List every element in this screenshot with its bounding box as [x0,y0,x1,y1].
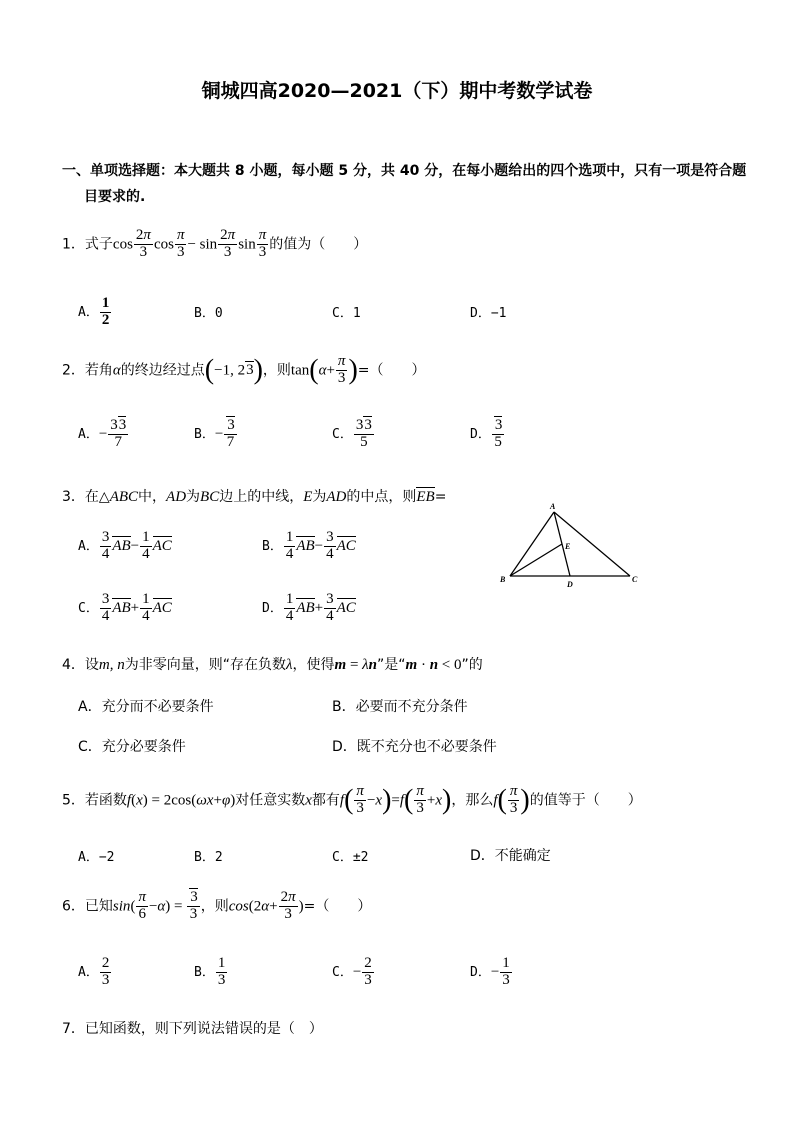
q2-option-c: C． $\frac{33}{5}$ [332,417,372,450]
q4-option-d: D．既不充分也不必要条件 [332,739,497,755]
q6-option-d: D．− $\frac{1}{3}$ [470,955,510,988]
q4-option-b: B．必要而不充分条件 [332,699,468,715]
section-heading-line1: 一、单项选择题：本大题共 8 小题，每小题 5 分，共 40 分，在每小题给出的四个选项中，只有一项是符合题 [62,163,747,179]
q5-option-a: A．−2 [78,850,115,865]
question-7: 7．已知函数，则下列说法错误的是（ ） [62,1021,323,1037]
q3-option-c: C． $\frac{3}{4}$ AB+ $\frac{1}{4}$ AC [78,591,172,624]
question-4: 4．设m, n为非零向量，则“存在负数λ，使得m = λn”是“m · n < 0”的 [62,657,483,673]
side-ab [510,512,554,576]
label-d: D [567,580,573,589]
q4-option-a: A．充分而不必要条件 [78,699,214,715]
q1-option-a: A． $\frac{1}{2}$ [78,295,110,328]
question-5: 5．若函数f(x) = 2cos(ωx+φ)对任意实数x都有f( $\frac{\pi}{3}$ −x)=f( $\frac{\pi}{3}$ +x)，那么f( $\frac{\pi}{3}$ )的值等于（ ） [62,783,642,816]
page-title: 铜城四高2020—2021（下）期中考数学试卷 [201,80,593,102]
q2-option-d: D． $\frac{3}{5}$ [470,417,503,450]
q3-option-b: B． $\frac{1}{4}$ AB− $\frac{3}{4}$ AC [262,529,356,562]
q6-option-a: A． $\frac{2}{3}$ [78,955,110,988]
question-1: 1．式子cos $\frac{2\pi}{3}$ cos $\frac{\pi}{3}$ − sin $\frac{2\pi}{3}$ sin $\frac{\pi}{3}$ 的值为（ ） [62,227,368,260]
q5-option-c: C．±2 [332,850,369,865]
triangle-figure [496,500,644,592]
section-heading-line2: 目要求的. [84,189,146,205]
question-6: 6．已知sin( $\frac{\pi}{6}$ −α) = $\frac{3}{3}$ ，则cos(2α+ $\frac{2\pi}{3}$ )=（ ） [62,889,372,922]
q6-option-c: C．− $\frac{2}{3}$ [332,955,372,988]
segment-be [510,544,562,576]
q3-option-a: A． $\frac{3}{4}$ AB− $\frac{1}{4}$ AC [78,529,172,562]
q6-option-b: B． $\frac{1}{3}$ [194,955,226,988]
label-b: B [500,575,506,584]
question-2: 2．若角α的终边经过点(−1, 23)，则tan(α+ $\frac{\pi}{3}$ )=（ ） [62,353,426,386]
question-1-suffix: 的值为（ ） [269,236,368,253]
q2-option-b: B．− $\frac{3}{7}$ [194,417,235,450]
label-e: E [565,542,571,551]
q5-option-b: B．2 [194,850,223,865]
q1-option-b: B．0 [194,306,223,321]
q5-option-d: D．不能确定 [470,848,551,864]
q2-option-a: A．− $\frac{33}{7}$ [78,417,127,450]
q3-option-d: D． $\frac{1}{4}$ AB+ $\frac{3}{4}$ AC [262,591,356,624]
question-1-prefix: 1．式子 [62,236,113,253]
q1-option-d: D．−1 [470,306,507,321]
label-c: C [632,575,638,584]
label-a: A [550,502,556,511]
question-3: 3．在△ABC中，AD为BC边上的中线，E为AD的中点，则EB= [62,489,447,505]
q4-option-c: C．充分必要条件 [78,739,186,755]
q1-option-c: C．1 [332,306,361,321]
